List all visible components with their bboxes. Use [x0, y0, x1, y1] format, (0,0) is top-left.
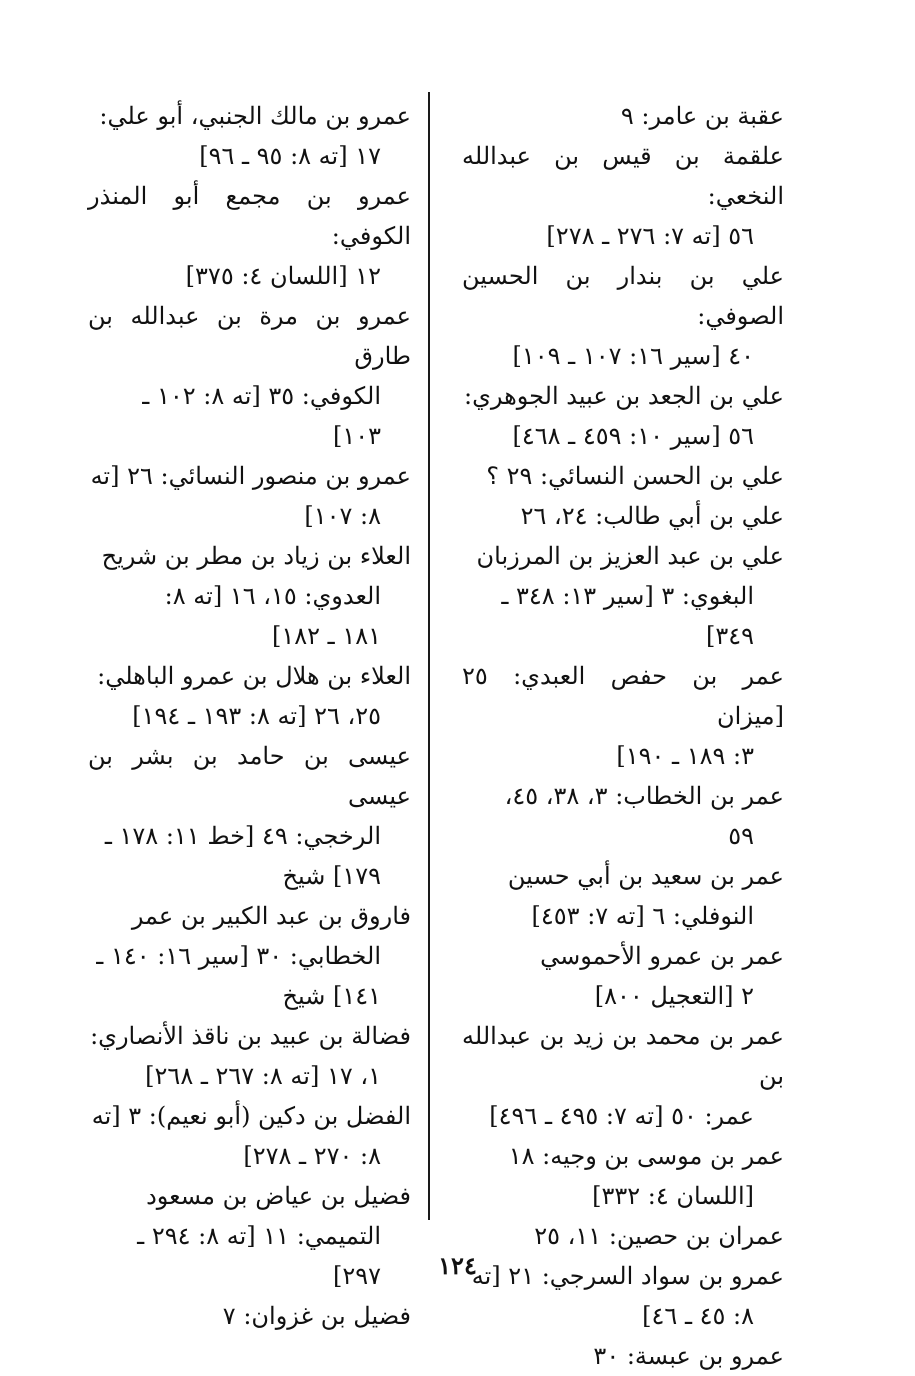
entry-name: علي بن الحسن النسائي: ٢٩ ؟ — [486, 462, 784, 490]
index-column-right — [462, 96, 784, 1376]
entry-name: عمرو بن سواد السرجي: ٢١ [ته — [471, 1262, 784, 1290]
entry-continuation: ٥٦ [سير ١٠: ٤٥٩ ـ ٤٦٨] — [512, 422, 754, 450]
entry-name: عمرو بن عبسة: ٣٠ — [593, 1342, 784, 1370]
index-entry — [462, 936, 784, 1016]
entry-continuation: ٢٥، ٢٦ [ته ٨: ١٩٣ ـ ١٩٤] — [132, 702, 381, 730]
index-entry — [462, 1136, 784, 1216]
entry-continuation: ٨: ٤٥ ـ ٤٦] — [642, 1302, 754, 1330]
entry-continuation: البغوي: ٣ [سير ١٣: ٣٤٨ ـ — [501, 582, 754, 610]
entry-continuation: ١٢ [اللسان ٤: ٣٧٥] — [185, 262, 381, 290]
page-number: ١٢٤ — [438, 1251, 477, 1280]
index-entry — [462, 376, 784, 456]
entry-continuation: ٣٤٩] — [705, 622, 754, 650]
entry-continuation: ١٨١ ـ ١٨٢] — [271, 622, 381, 650]
index-entry — [462, 1336, 784, 1376]
index-entry — [88, 896, 411, 1016]
index-entry — [462, 456, 784, 496]
entry-name: فاروق بن عبد الكبير بن عمر — [131, 902, 411, 930]
entry-continuation: ١٠٣] — [332, 422, 381, 450]
entry-name: علي بن عبد العزيز بن المرزبان — [476, 542, 784, 570]
entry-continuation: ٣: ١٨٩ ـ ١٩٠] — [616, 742, 754, 770]
entry-name: علي بن الجعد بن عبيد الجوهري: — [463, 382, 784, 410]
entry-continuation: ٥٦ [ته ٧: ٢٧٦ ـ ٢٧٨] — [546, 222, 754, 250]
entry-name: عيسى بن حامد بن بشر بن عيسى — [88, 742, 411, 810]
entry-name: عمرو بن منصور النسائي: ٢٦ [ته — [90, 462, 411, 490]
index-entry — [462, 256, 784, 376]
entry-name: فضالة بن عبيد بن ناقذ الأنصاري: — [90, 1022, 411, 1050]
entry-continuation: الرخجي: ٤٩ [خط ١١: ١٧٨ ـ — [104, 822, 381, 850]
index-entry — [462, 776, 784, 856]
entry-continuation: ٥٩ — [728, 822, 754, 850]
entry-name: العلاء بن هلال بن عمرو الباهلي: — [97, 662, 411, 690]
entry-name: عقبة بن عامر: ٩ — [620, 102, 784, 130]
index-entry — [88, 736, 411, 896]
entry-continuation: عمر: ٥٠ [ته ٧: ٤٩٥ ـ ٤٩٦] — [489, 1102, 754, 1130]
index-entry — [88, 1296, 411, 1336]
entry-name: علقمة بن قيس بن عبدالله النخعي: — [462, 142, 784, 210]
index-entry — [462, 536, 784, 656]
entry-continuation: ١٤١] شيخ — [282, 982, 381, 1010]
index-entry — [88, 96, 411, 176]
entry-continuation: [اللسان ٤: ٣٣٢] — [592, 1182, 754, 1210]
entry-continuation: التميمي: ١١ [ته ٨: ٢٩٤ ـ — [137, 1222, 381, 1250]
entry-name: عمر بن حفص العبدي: ٢٥ [ميزان — [462, 662, 784, 730]
entry-continuation: ٨: ٢٧٠ ـ ٢٧٨] — [243, 1142, 381, 1170]
index-entry — [462, 1016, 784, 1136]
entry-name: عمر بن محمد بن زيد بن عبدالله بن — [462, 1022, 784, 1090]
entry-continuation: ٢ [التعجيل ٨٠٠] — [594, 982, 754, 1010]
column-divider — [428, 92, 430, 1220]
entry-name: علي بن أبي طالب: ٢٤، ٢٦ — [520, 502, 784, 530]
entry-continuation: ٨: ١٠٧] — [304, 502, 381, 530]
index-entry — [462, 856, 784, 936]
index-entry — [462, 656, 784, 776]
entry-name: علي بن بندار بن الحسين الصوفي: — [462, 262, 784, 330]
entry-name: عمر بن الخطاب: ٣، ٣٨، ٤٥، — [504, 782, 784, 810]
index-entry — [88, 1016, 411, 1096]
entry-continuation: ١٧ [ته ٨: ٩٥ ـ ٩٦] — [199, 142, 381, 170]
index-entry — [88, 536, 411, 656]
entry-name: عمر بن سعيد بن أبي حسين — [507, 862, 784, 890]
entry-name: العلاء بن زياد بن مطر بن شريح — [101, 542, 411, 570]
entry-name: الفضل بن دكين (أبو نعيم): ٣ [ته — [91, 1102, 411, 1130]
index-entry — [462, 96, 784, 136]
entry-continuation: ٢٩٧] — [332, 1262, 381, 1290]
entry-continuation: ١، ١٧ [ته ٨: ٢٦٧ ـ ٢٦٨] — [145, 1062, 381, 1090]
entry-name: عمران بن حصين: ١١، ٢٥ — [534, 1222, 784, 1250]
index-entry — [88, 176, 411, 296]
entry-continuation: ١٧٩] شيخ — [282, 862, 381, 890]
index-entry — [88, 656, 411, 736]
index-entry — [88, 456, 411, 536]
entry-name: عمر بن عمرو الأحموسي — [540, 942, 784, 970]
entry-name: عمرو بن مرة بن عبدالله بن طارق — [88, 302, 411, 370]
index-column-left — [88, 96, 411, 1336]
index-entry — [88, 296, 411, 456]
entry-name: عمر بن موسى بن وجيه: ١٨ — [508, 1142, 784, 1170]
entry-continuation: النوفلي: ٦ [ته ٧: ٤٥٣] — [531, 902, 754, 930]
index-entry — [88, 1096, 411, 1176]
entry-continuation: ٤٠ [سير ١٦: ١٠٧ ـ ١٠٩] — [512, 342, 754, 370]
index-entry — [462, 136, 784, 256]
index-entry — [462, 496, 784, 536]
entry-name: فضيل بن غزوان: ٧ — [222, 1302, 411, 1330]
entry-name: عمرو بن مالك الجنبي، أبو علي: — [99, 102, 411, 130]
entry-continuation: الخطابي: ٣٠ [سير ١٦: ١٤٠ ـ — [96, 942, 381, 970]
entry-continuation: العدوي: ١٥، ١٦ [ته ٨: — [164, 582, 381, 610]
entry-name: فضيل بن عياض بن مسعود — [146, 1182, 411, 1210]
entry-continuation: الكوفي: ٣٥ [ته ٨: ١٠٢ ـ — [142, 382, 381, 410]
entry-name: عمرو بن مجمع أبو المنذر الكوفي: — [88, 182, 411, 250]
